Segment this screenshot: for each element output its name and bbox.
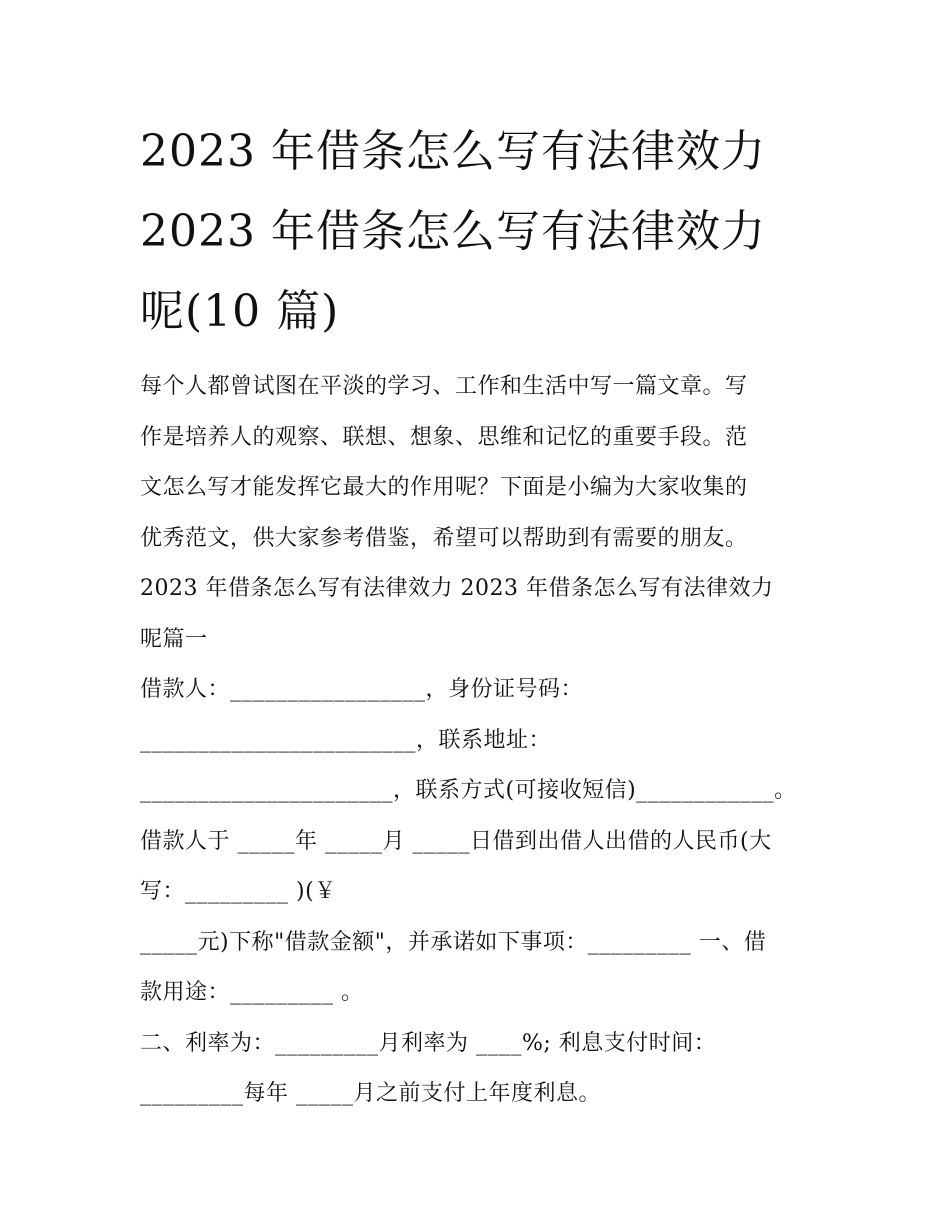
title-line-1: 2023 年借条怎么写有法律效力 [140,126,766,177]
intro-paragraph [140,362,820,564]
section-heading-line: 呢篇一 [140,626,208,652]
contract-line: 二、利率为：_________月利率为 ____%; 利息支付时间： [140,1030,717,1056]
contract-line: _____元)下称"借款金额"，并承诺如下事项：_________ 一、借 [140,929,767,955]
contract-line: 借款人：_________________，身份证号码： [140,677,584,702]
title-line-3: 呢(10 篇) [140,286,340,337]
document-page [140,112,820,1120]
intro-line: 优秀范文，供大家参考借鉴，希望可以帮助到有需要的朋友。 [140,525,748,551]
intro-line: 每个人都曾试图在平淡的学习、工作和生活中写一篇文章。写 [140,374,748,399]
contract-line: 借款人于 _____年 _____月 _____日借到出借人出借的人民币(大 [140,828,772,854]
contract-line: ______________________，联系方式(可接收短信)____________。 [140,778,797,803]
contract-line: 写：_________ )(￥ [140,879,337,904]
intro-line: 文怎么写才能发挥它最大的作用呢？下面是小编为大家收集的 [140,475,748,500]
document-body [140,362,820,1120]
section-heading [140,564,820,665]
intro-line: 作是培养人的观察、联想、想象、思维和记忆的重要手段。范 [140,424,748,450]
title-line-2: 2023 年借条怎么写有法律效力 [140,206,766,257]
document-title [140,112,820,352]
contract-line: _________每年 _____月之前支付上年度利息。 [140,1081,601,1106]
contract-line: 款用途：_________ 。 [140,980,364,1005]
section-heading-line: 2023 年借条怎么写有法律效力 2023 年借条怎么写有法律效力 [140,576,774,601]
contract-line: ________________________，联系地址： [140,727,552,753]
contract-text [140,665,820,1120]
